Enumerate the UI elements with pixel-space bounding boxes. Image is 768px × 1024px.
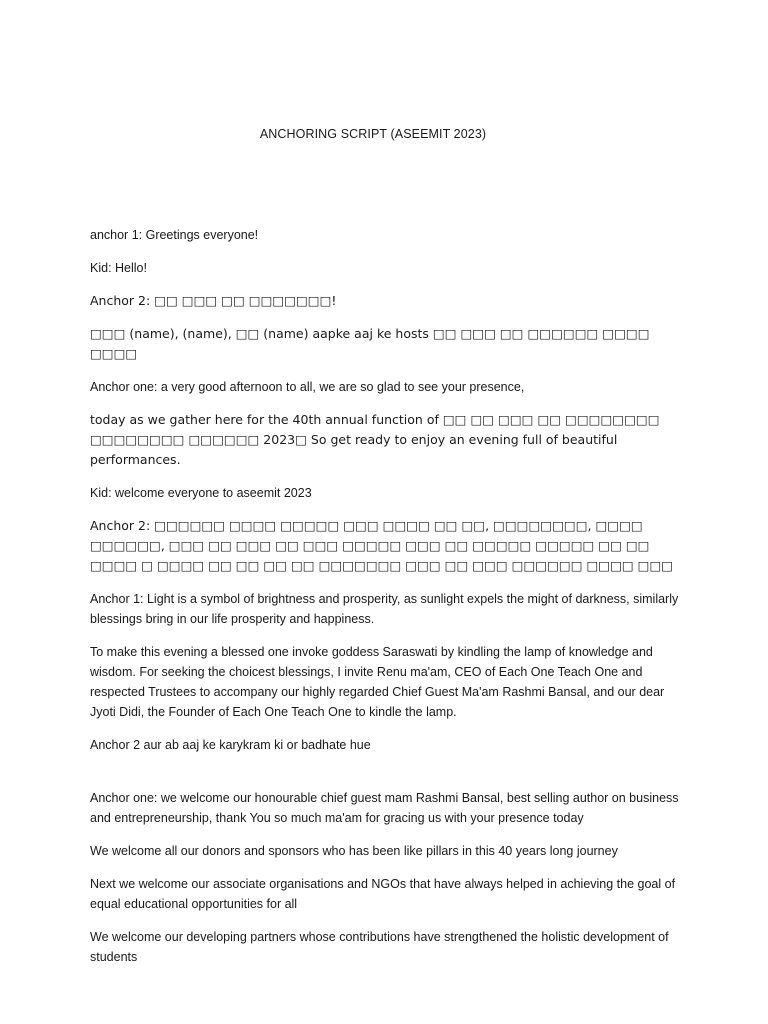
paragraph-annual-function: today as we gather here for the 40th annual function of □□ □□ □□□ □□ □□□□□□□□ □□□□□□□□ □□□□□□ 2023□ So get ready to enjoy an evening full of beautiful performances. xyxy=(90,412,660,467)
paragraph-chief-guest-welcome: Anchor one: we welcome our honourable chief guest mam Rashmi Bansal, best selling author on business and entrepreneurship, thank You so much ma'am for gracing us with your presence today xyxy=(90,791,679,825)
paragraph-hosts-intro: □□□ (name), (name), □□ (name) aapke aaj ke hosts □□ □□□ □□ □□□□□□ □□□□ □□□□ xyxy=(90,326,650,361)
paragraph-lamp-invocation: To make this evening a blessed one invoke goddess Saraswati by kindling the lamp of knowledge and wisdom. For seeking the choicest blessings, I invite Renu ma'am, CEO of Each One Teach One and respected Trustees to accompany our highly regarded Chief Guest Ma'am Rashmi Bansal, and our dear Jyoti Didi, the Founder of Each One Teach One to kindle the lamp. xyxy=(90,645,665,719)
page-title: ANCHORING SCRIPT (ASEEMIT 2023) xyxy=(259,127,487,141)
paragraph-kid-welcome: Kid: welcome everyone to aseemit 2023 xyxy=(90,486,312,500)
paragraph-anchor2-greeting: Anchor 2: □□ □□□ □□ □□□□□□□! xyxy=(90,293,337,308)
paragraph-anchor2-hindi: Anchor 2: □□□□□□ □□□□ □□□□□ □□□ □□□□ □□ □□, □□□□□□□□, □□□□ □□□□□□, □□□ □□ □□□ □□ □□□ □□□□□ □□□ □□ □□□□□ □□□□□ □□ □□ □□□□ □ □□□□ □□ □□ □□ □□ □□□□□□□ □□□ □□ □□□ □□□□□□ □□□□ □□□ xyxy=(90,518,674,573)
paragraph-associates-welcome: Next we welcome our associate organisations and NGOs that have always helped in achieving the goal of equal educational opportunities for all xyxy=(90,877,676,911)
paragraph-kid-hello: Kid: Hello! xyxy=(90,261,147,275)
paragraph-anchor-one-afternoon: Anchor one: a very good afternoon to all, we are so glad to see your presence, xyxy=(90,380,525,394)
paragraph-anchor2-transition: Anchor 2 aur ab aaj ke karykram ki or badhate hue xyxy=(90,738,371,752)
paragraph-light-symbol: Anchor 1: Light is a symbol of brightness and prosperity, as sunlight expels the might of darkness, similarly blessings bring in our life prosperity and happiness. xyxy=(90,592,679,626)
paragraph-anchor1-greeting: anchor 1: Greetings everyone! xyxy=(90,228,259,242)
paragraph-partners-welcome: We welcome our developing partners whose contributions have strengthened the holistic development of students xyxy=(90,930,669,964)
paragraph-donors-welcome: We welcome all our donors and sponsors who has been like pillars in this 40 years long journey xyxy=(90,844,618,858)
script-body xyxy=(90,225,680,980)
